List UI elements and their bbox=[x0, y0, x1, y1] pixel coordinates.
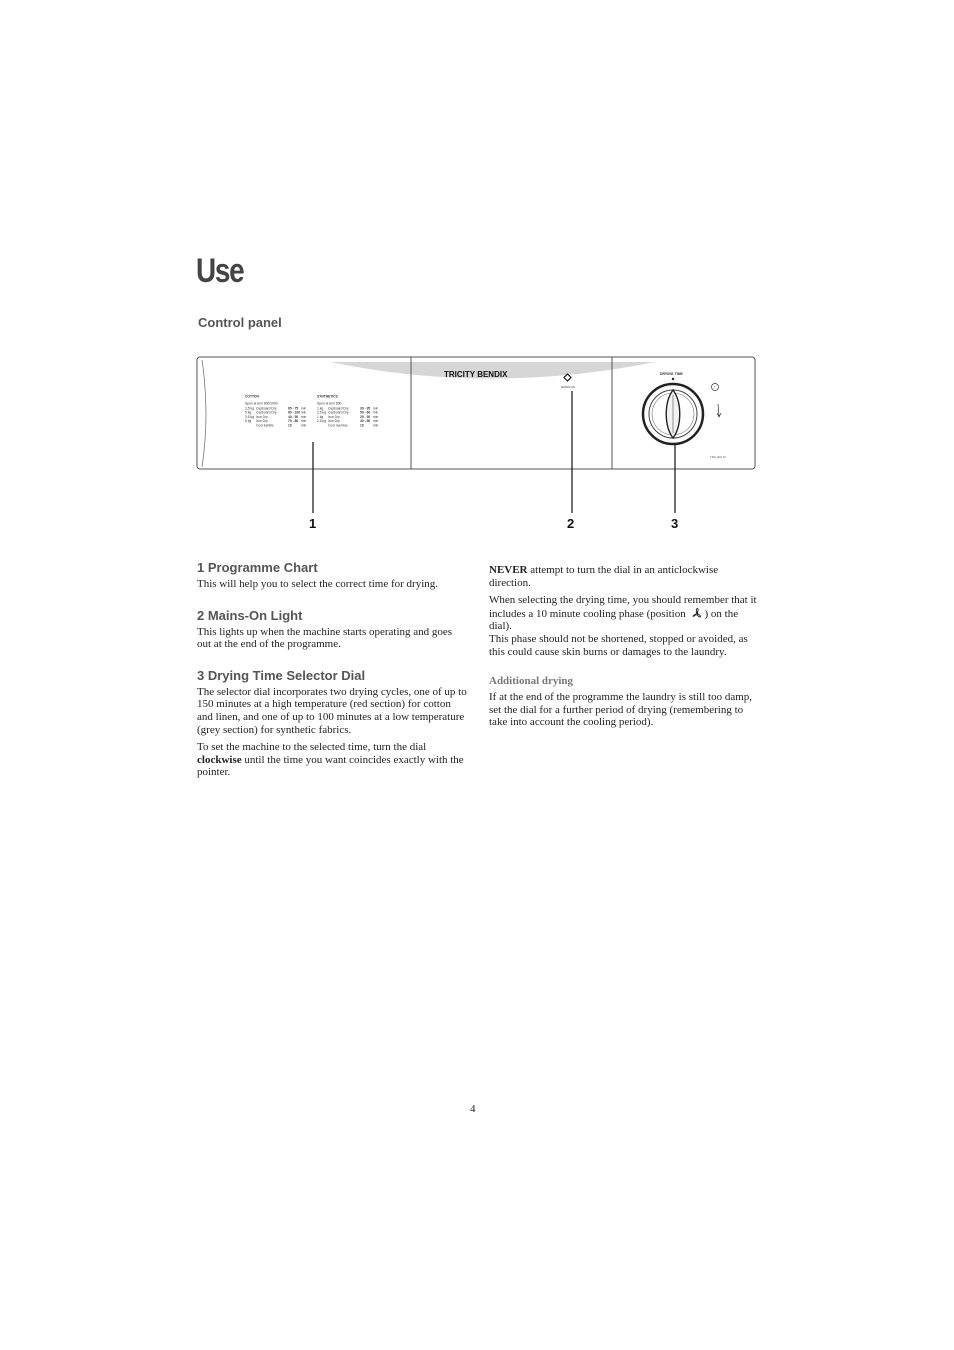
callout-3: 3 bbox=[671, 516, 679, 531]
brand-logo: TRICITY BENDIX bbox=[444, 370, 508, 379]
text-additional-drying: If at the end of the programme the laundry is still too damp, set the dial for a further period of drying (remembering to take into account the cooling period). bbox=[489, 691, 753, 729]
callout-2: 2 bbox=[567, 516, 575, 531]
text-dial-cycles: The selector dial incorporates two drying cycles, one of up to 150 minutes at a high temperature (red section) for cotton and linen, and one of up to 100 minutes at a low temperature (grey section) for synthetic fabrics. bbox=[197, 685, 467, 736]
chart-row-cell: min bbox=[373, 406, 379, 411]
chart-row-cell: 5 kg bbox=[245, 410, 252, 415]
svg-text:!: ! bbox=[714, 384, 716, 390]
chart-row-cell: min bbox=[373, 423, 379, 428]
chart-row-cell: min bbox=[373, 414, 379, 419]
chart-synthetics-spin: Spun at rpm 600 bbox=[317, 401, 342, 406]
chart-row-cell: 2,5 kg bbox=[317, 419, 326, 424]
chart-row-cell: min bbox=[301, 406, 307, 411]
chart-row-cell: 40 - 50 bbox=[288, 414, 299, 419]
chart-row-cell: 3,5 kg bbox=[245, 406, 254, 411]
left-column bbox=[197, 560, 467, 784]
chart-cotton-heading: COTTON bbox=[245, 394, 259, 399]
text-phase-warning: This phase should not be shortened, stopped or avoided, as this could cause skin burns or damages to the laundry. bbox=[489, 632, 748, 658]
chart-row-cell: 30 - 35 bbox=[360, 406, 371, 411]
chart-row-cell: 65 - 75 bbox=[288, 406, 299, 411]
chart-row-cell: 3,5 kg bbox=[245, 414, 254, 419]
section-heading-control-panel: Control panel bbox=[198, 315, 282, 330]
page-number: 4 bbox=[470, 1103, 476, 1115]
chart-row-cell: 5 kg bbox=[245, 419, 252, 424]
chart-row-cell: Cupboard Dry bbox=[328, 406, 349, 411]
control-panel-illustration bbox=[190, 350, 765, 535]
chart-row-cell: 70 - 80 bbox=[288, 419, 299, 424]
chart-row-cell: Cupboard Dry bbox=[256, 410, 277, 415]
chart-row-cell: 10 bbox=[288, 423, 292, 428]
chart-row-cell: Iron Dry bbox=[328, 419, 340, 424]
chart-row-cell: Iron Dry bbox=[256, 419, 268, 424]
text-set-machine: To set the machine to the selected time, turn the dial clockwise until the time you want coincides exactly with the pointer. bbox=[197, 741, 464, 779]
chart-row-cell: 1 kg bbox=[317, 414, 324, 419]
chart-row-cell: Cupboard Dry bbox=[256, 406, 277, 411]
text-mains-on-light: This lights up when the machine starts operating and goes out at the end of the programme. bbox=[197, 625, 453, 651]
chart-row-cell: 40 - 50 bbox=[360, 419, 371, 424]
chart-row-cell: Cool tumble bbox=[256, 423, 274, 428]
chart-row-cell: 10 bbox=[360, 423, 364, 428]
chart-row-cell: min bbox=[373, 419, 379, 424]
chart-row-cell: 80 - 100 bbox=[288, 410, 301, 415]
mains-on-label: MAINS ON bbox=[561, 385, 575, 389]
cooling-fan-icon bbox=[689, 607, 705, 619]
chart-row-cell: Iron Dry bbox=[328, 414, 340, 419]
chart-row-cell: 25 - 30 bbox=[360, 414, 371, 419]
heading-drying-time-dial: 3 Drying Time Selector Dial bbox=[197, 667, 366, 683]
chart-row-cell: min bbox=[301, 414, 307, 419]
text-never-anticlockwise: NEVER attempt to turn the dial in an anticlockwise direction. bbox=[489, 564, 719, 589]
page-title: Use bbox=[196, 252, 244, 290]
chart-row-cell: min bbox=[373, 410, 379, 415]
chart-row-cell: 2,5 kg bbox=[317, 410, 326, 415]
dial-pointer-icon bbox=[672, 378, 674, 380]
chart-row-cell: Cupboard Dry bbox=[328, 410, 349, 415]
chart-cotton-spin: Spun at rpm 800/1000 bbox=[245, 401, 278, 406]
chart-row-cell: Iron Dry bbox=[256, 414, 268, 419]
chart-row-cell: min bbox=[301, 423, 307, 428]
chart-row-cell: 1 kg bbox=[317, 406, 324, 411]
heading-mains-on-light: 2 Mains-On Light bbox=[197, 607, 303, 623]
callout-1: 1 bbox=[309, 516, 317, 531]
drying-time-label: DRYING TIME bbox=[660, 372, 683, 376]
heading-additional-drying: Additional drying bbox=[489, 675, 574, 688]
model-code: TKD 1110 W bbox=[710, 455, 726, 459]
chart-synthetics-heading: SYNTHETICS bbox=[317, 394, 338, 399]
text-cooling-phase: When selecting the drying time, you should remember that it includes a 10 minute cooling phase (position ) on the dial). bbox=[489, 594, 757, 633]
heading-programme-chart: 1 Programme Chart bbox=[197, 560, 318, 575]
right-column bbox=[489, 564, 759, 734]
text-programme-chart: This will help you to select the correct time for drying. bbox=[197, 578, 439, 590]
chart-row-cell: min bbox=[301, 419, 307, 424]
chart-row-cell: Cool overdue bbox=[328, 423, 348, 428]
chart-row-cell: 50 - 60 bbox=[360, 410, 371, 415]
chart-row-cell: min bbox=[301, 410, 307, 415]
